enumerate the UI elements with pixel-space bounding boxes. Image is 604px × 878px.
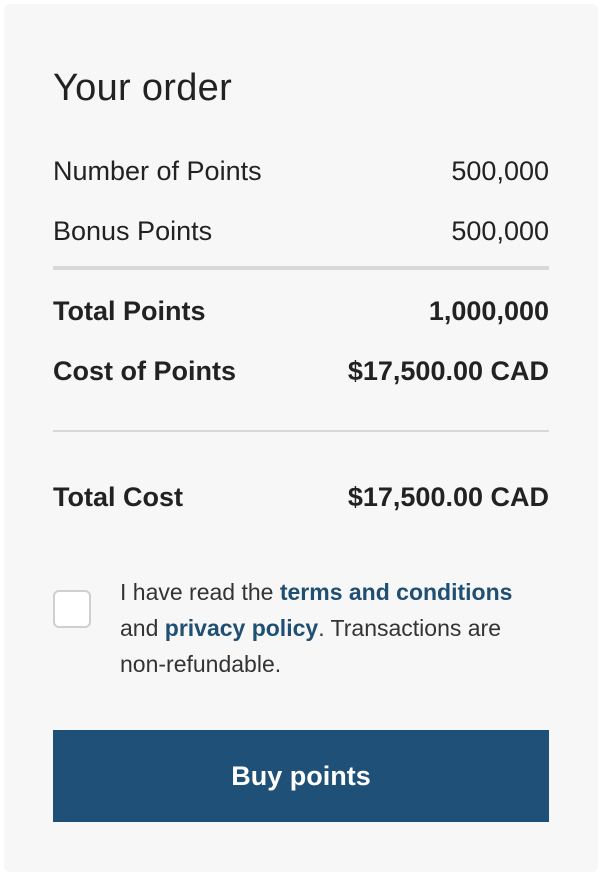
terms-consent bbox=[53, 574, 549, 684]
consent-text bbox=[120, 574, 550, 682]
total-cost-row bbox=[53, 480, 549, 514]
bonus-points-row bbox=[53, 214, 549, 248]
subtotal-divider bbox=[53, 266, 549, 270]
total-cost-label: Total Cost bbox=[53, 482, 183, 512]
cost-of-points-value: $17,500.00 CAD bbox=[347, 356, 549, 386]
cost-of-points-row bbox=[53, 354, 549, 388]
buy-points-button[interactable]: Buy points bbox=[53, 730, 549, 822]
terms-and-conditions-link[interactable]: terms and conditions bbox=[279, 579, 513, 605]
total-points-value: 1,000,000 bbox=[428, 296, 549, 326]
total-points-row bbox=[53, 294, 549, 328]
number-of-points-label: Number of Points bbox=[53, 156, 262, 186]
cost-of-points-label: Cost of Points bbox=[53, 356, 236, 386]
total-divider bbox=[53, 430, 549, 432]
number-of-points-row bbox=[53, 154, 549, 188]
consent-text-before: I have read the bbox=[120, 579, 280, 605]
number-of-points-value: 500,000 bbox=[451, 156, 549, 186]
bonus-points-label: Bonus Points bbox=[53, 216, 213, 246]
total-cost-value: $17,500.00 CAD bbox=[347, 482, 549, 512]
order-summary-card bbox=[4, 4, 598, 872]
privacy-policy-link[interactable]: privacy policy bbox=[164, 615, 319, 641]
consent-text-middle: and bbox=[120, 615, 165, 641]
total-points-label: Total Points bbox=[53, 296, 206, 326]
terms-checkbox[interactable] bbox=[53, 590, 91, 628]
consent-text-after: . Transactions are non-refundable. bbox=[120, 615, 501, 677]
bonus-points-value: 500,000 bbox=[451, 216, 549, 246]
order-title: Your order bbox=[53, 67, 233, 109]
